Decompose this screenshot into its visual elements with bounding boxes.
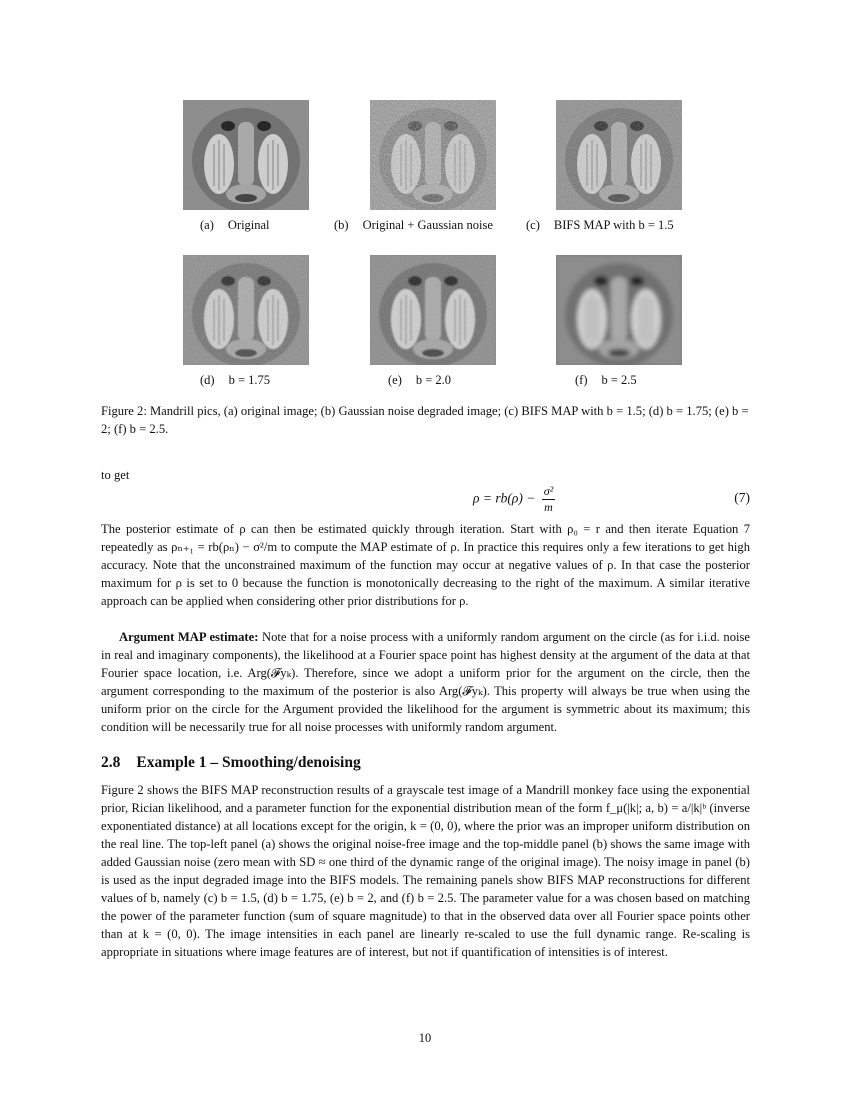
paragraph-rho-estimate bbox=[101, 520, 750, 610]
section-title: Example 1 – Smoothing/denoising bbox=[136, 754, 361, 771]
equation-7 bbox=[101, 478, 750, 524]
figure-panel-b bbox=[370, 100, 496, 210]
figure-panel-c bbox=[556, 100, 682, 210]
paragraph-argument-map bbox=[101, 628, 750, 736]
subcaption-label: b = 2.0 bbox=[415, 373, 452, 387]
paragraph-example-1 bbox=[101, 781, 750, 961]
paragraph-text: Note that for a noise process with a uniformly random argument on the circle (as for i.i.d. noise in real and imaginary components), the likelihood at a Fourier space point has highest density at the argument of the data at that Fourier space location, i.e. Arg(𝓕yₖ). Therefore, since we adopt a uniform prior for the argument on the circle, then the argument corresponding to the maximum of the posterior is also Arg(𝓕yₖ). This property will always be true when using the uniform prior on the circle for the Argument provided the likelihood for the argument is symmetric about its maximum; this condition will be necessarily true for all noise processes with uniformly random argument. bbox=[101, 630, 751, 734]
subcaption-tag: (f) bbox=[575, 373, 588, 387]
intro-text: to get bbox=[101, 468, 130, 482]
subcaption-tag: (a) bbox=[200, 218, 214, 232]
mandrill-image bbox=[556, 100, 682, 210]
mandrill-image bbox=[370, 100, 496, 210]
section-number: 2.8 bbox=[101, 754, 121, 771]
paragraph-text: The posterior estimate of ρ can then be estimated quickly through iteration. Start with ρ₀ = r and then iterate Equation 7 repeatedly as ρₙ₊₁ = rb(ρₙ) − σ²/m to compute the MAP estimate of ρ. In practice this requires only a few iterations to get high accuracy. Note that the unconstrained maximum of the function may occur at negative values of ρ. In that case the posterior maximum for ρ is set to 0 because the function is monotonically decreasing to the right of the maximum. A similar iterative approach can be applied when considering other prior distributions for ρ. bbox=[101, 522, 750, 608]
subcaption-a bbox=[200, 218, 270, 232]
equation-number: (7) bbox=[734, 490, 750, 505]
paragraph-text: Figure 2 shows the BIFS MAP reconstruction results of a grayscale test image of a Mandrill monkey face using the exponential prior, Rician likelihood, and a parameter function for the exponential distribution mean of the form f_μ(|k|; a, b) = a/|k|ᵇ (inverse exponentiated distance) at all locations except for the origin, k = (0, 0), where the prior was an improper uniform distribution on the real line. The top-left panel (a) shows the original noise-free image and the top-middle panel (b) shows the same image with added Gaussian noise (zero mean with SD ≈ one third of the dynamic range of the original image). The noisy image in panel (b) is used as the input degraded image into the BIFS models. The remaining panels show BIFS MAP reconstructions for different values of b, namely (c) b = 1.5, (d) b = 1.75, (e) b = 2, and (f) b = 2.5. The parameter value for a was chosen based on matching the power of the parameter function (sum of square magnitude) to that in the observed data over all Fourier space points other than at k = (0, 0). The image intensities in each panel are linearly re-scaled to use the full dynamic range. Re-scaling is appropriate in situations where image features are of interest, but not if quantification of intensities is of interest. bbox=[101, 783, 750, 959]
paragraph-lead: Argument MAP estimate: bbox=[119, 630, 259, 644]
equation-body bbox=[473, 484, 555, 515]
subcaption-d bbox=[200, 373, 270, 387]
equation-numerator: σ² bbox=[543, 484, 554, 498]
subcaption-label: Original + Gaussian noise bbox=[362, 218, 493, 232]
subcaption-label: BIFS MAP with b = 1.5 bbox=[553, 218, 674, 232]
mandrill-image bbox=[370, 255, 496, 365]
subcaption-label: Original bbox=[227, 218, 270, 232]
figure-panel-e bbox=[370, 255, 496, 365]
mandrill-image bbox=[183, 100, 309, 210]
subcaption-tag: (d) bbox=[200, 373, 215, 387]
subcaption-b bbox=[334, 218, 493, 232]
section-heading bbox=[101, 754, 361, 772]
subcaption-tag: (b) bbox=[334, 218, 349, 232]
subcaption-c bbox=[526, 218, 674, 232]
subcaption-f bbox=[575, 373, 637, 387]
equation-fraction bbox=[542, 484, 556, 515]
figure-panel-a bbox=[183, 100, 309, 210]
subcaption-tag: (e) bbox=[388, 373, 402, 387]
subcaption-e bbox=[388, 373, 451, 387]
subcaption-tag: (c) bbox=[526, 218, 540, 232]
figure-panel-d bbox=[183, 255, 309, 365]
figure-panel-f bbox=[556, 255, 682, 365]
page-number: 10 bbox=[418, 1031, 432, 1045]
subcaption-label: b = 1.75 bbox=[228, 373, 271, 387]
figure-caption: Figure 2: Mandrill pics, (a) original image; (b) Gaussian noise degraded image; (c) BIFS MAP with b = 1.5; (d) b = 1.75; (e) b = 2; (f) b = 2.5. bbox=[101, 404, 749, 436]
mandrill-image bbox=[183, 255, 309, 365]
mandrill-image bbox=[556, 255, 682, 365]
equation-denominator: m bbox=[544, 500, 553, 514]
equation-lhs: ρ = rb(ρ) − bbox=[473, 490, 536, 506]
subcaption-label: b = 2.5 bbox=[601, 373, 637, 387]
